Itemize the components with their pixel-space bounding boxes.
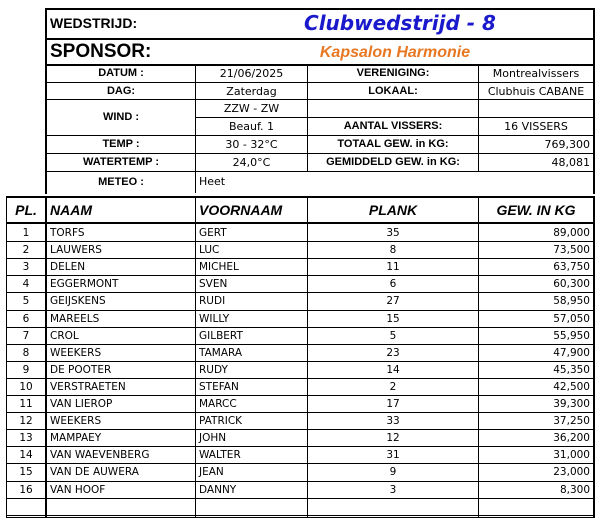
row-plank: 3 bbox=[389, 484, 397, 496]
row-naam: VERSTRAETEN bbox=[50, 381, 126, 393]
row-naam: VAN LIEROP bbox=[50, 398, 113, 410]
row-place: 15 bbox=[19, 466, 33, 478]
totaal-label: TOTAAL GEW. in KG: bbox=[337, 138, 449, 150]
row-voornaam: RUDI bbox=[199, 295, 226, 307]
row-naam: LAUWERS bbox=[50, 244, 102, 256]
row-plank: 15 bbox=[386, 313, 400, 325]
temp-label: TEMP : bbox=[102, 138, 140, 150]
col-header-voornaam: VOORNAAM bbox=[199, 202, 283, 218]
sponsor-name: Kapsalon Harmonie bbox=[319, 44, 471, 61]
row-plank: 33 bbox=[386, 415, 400, 427]
row-gewicht: 39,300 bbox=[553, 398, 590, 410]
row-naam: GEIJSKENS bbox=[50, 295, 106, 307]
row-gewicht: 73,500 bbox=[553, 244, 590, 256]
row-gewicht: 47,900 bbox=[553, 347, 590, 359]
row-gewicht: 57,050 bbox=[553, 313, 590, 325]
row-voornaam: WILLY bbox=[199, 313, 230, 325]
row-place: 6 bbox=[22, 313, 30, 325]
col-header-naam: NAAM bbox=[50, 202, 92, 218]
row-naam: VAN WAEVENBERG bbox=[50, 449, 150, 461]
row-gewicht: 42,500 bbox=[553, 381, 590, 393]
gemiddeld-label: GEMIDDELD GEW. in KG: bbox=[326, 156, 460, 168]
col-header-plank: PLANK bbox=[368, 202, 418, 218]
row-voornaam: DANNY bbox=[199, 484, 237, 496]
watertemp-label: WATERTEMP : bbox=[83, 156, 159, 168]
row-place: 1 bbox=[22, 227, 30, 239]
row-gewicht: 37,250 bbox=[553, 415, 590, 427]
row-voornaam: WALTER bbox=[199, 449, 241, 461]
wedstrijd-title: Clubwedstrijd - 8 bbox=[304, 11, 496, 35]
row-gewicht: 55,950 bbox=[553, 330, 590, 342]
row-place: 13 bbox=[19, 432, 33, 444]
row-place: 14 bbox=[19, 449, 33, 461]
row-place: 10 bbox=[19, 381, 33, 393]
row-place: 4 bbox=[22, 278, 30, 290]
row-plank: 17 bbox=[386, 398, 400, 410]
row-naam: DELEN bbox=[50, 261, 86, 273]
row-voornaam: GILBERT bbox=[199, 330, 243, 342]
watertemp-value: 24,0°C bbox=[232, 156, 271, 169]
row-place: 2 bbox=[22, 244, 30, 256]
meteo-label: METEO : bbox=[98, 176, 144, 188]
lokaal-label: LOKAAL: bbox=[368, 85, 418, 97]
row-place: 8 bbox=[22, 347, 30, 359]
row-gewicht: 8,300 bbox=[559, 484, 590, 496]
row-place: 9 bbox=[22, 364, 30, 376]
row-gewicht: 31,000 bbox=[553, 449, 590, 461]
col-header-pl: PL. bbox=[15, 202, 37, 218]
row-naam: VAN HOOF bbox=[50, 484, 106, 496]
row-voornaam: STEFAN bbox=[199, 381, 239, 393]
row-place: 11 bbox=[19, 398, 33, 410]
wind-direction: ZZW - ZW bbox=[223, 102, 280, 115]
sponsor-label: SPONSOR: bbox=[50, 41, 152, 62]
row-plank: 23 bbox=[386, 347, 400, 359]
row-voornaam: GERT bbox=[199, 227, 227, 239]
datum-value: 21/06/2025 bbox=[219, 67, 284, 80]
aantal-value: 16 VISSERS bbox=[504, 120, 568, 133]
wind-label: WIND : bbox=[102, 111, 140, 123]
row-voornaam: TAMARA bbox=[199, 347, 243, 359]
row-naam: MAREELS bbox=[50, 313, 100, 325]
row-naam: MAMPAEY bbox=[50, 432, 102, 444]
row-gewicht: 63,750 bbox=[553, 261, 590, 273]
row-voornaam: PATRICK bbox=[199, 415, 243, 427]
row-place: 7 bbox=[22, 330, 30, 342]
vereniging-value: Montrealvissers bbox=[492, 67, 580, 80]
row-plank: 12 bbox=[386, 432, 400, 444]
row-gewicht: 60,300 bbox=[553, 278, 590, 290]
datum-label: DATUM : bbox=[98, 67, 144, 79]
row-naam: WEEKERS bbox=[50, 347, 102, 359]
row-gewicht: 58,950 bbox=[553, 295, 590, 307]
row-voornaam: LUC bbox=[199, 244, 220, 256]
row-gewicht: 89,000 bbox=[553, 227, 590, 239]
row-plank: 27 bbox=[386, 295, 400, 307]
row-plank: 11 bbox=[386, 261, 400, 273]
row-voornaam: JEAN bbox=[199, 466, 224, 478]
row-voornaam: JOHN bbox=[199, 432, 227, 444]
wind-force: Beauf. 1 bbox=[228, 120, 275, 133]
row-plank: 31 bbox=[386, 449, 400, 461]
row-naam: CROL bbox=[50, 330, 79, 342]
row-place: 12 bbox=[19, 415, 33, 427]
row-place: 3 bbox=[22, 261, 30, 273]
row-naam: EGGERMONT bbox=[50, 278, 119, 290]
row-place: 16 bbox=[19, 484, 33, 496]
col-header-gewicht: GEW. IN KG bbox=[496, 202, 576, 218]
row-plank: 14 bbox=[386, 364, 400, 376]
row-voornaam: RUDY bbox=[199, 364, 228, 376]
row-gewicht: 45,350 bbox=[553, 364, 590, 376]
row-plank: 8 bbox=[389, 244, 397, 256]
aantal-label: AANTAL VISSERS: bbox=[343, 120, 443, 132]
meteo-value: Heet bbox=[199, 175, 226, 188]
lokaal-value: Clubhuis CABANE bbox=[487, 85, 585, 98]
dag-value: Zaterdag bbox=[226, 85, 277, 98]
row-gewicht: 36,200 bbox=[553, 432, 590, 444]
totaal-value: 769,300 bbox=[544, 138, 590, 151]
row-voornaam: MARCC bbox=[199, 398, 237, 410]
wedstrijd-label: WEDSTRIJD: bbox=[50, 15, 138, 31]
row-plank: 6 bbox=[389, 278, 397, 290]
gemiddeld-value: 48,081 bbox=[551, 156, 590, 169]
temp-value: 30 - 32°C bbox=[225, 138, 278, 151]
row-plank: 5 bbox=[389, 330, 397, 342]
row-naam: DE POOTER bbox=[50, 364, 112, 376]
row-plank: 2 bbox=[389, 381, 397, 393]
row-naam: WEEKERS bbox=[50, 415, 102, 427]
row-naam: VAN DE AUWERA bbox=[50, 466, 139, 478]
row-voornaam: SVEN bbox=[199, 278, 228, 290]
dag-label: DAG: bbox=[106, 85, 136, 97]
row-plank: 9 bbox=[389, 466, 397, 478]
row-plank: 35 bbox=[386, 227, 400, 239]
row-voornaam: MICHEL bbox=[199, 261, 239, 273]
vereniging-label: VERENIGING: bbox=[356, 67, 430, 79]
row-gewicht: 23,000 bbox=[553, 466, 590, 478]
row-naam: TORFS bbox=[50, 227, 85, 239]
row-place: 5 bbox=[22, 295, 30, 307]
